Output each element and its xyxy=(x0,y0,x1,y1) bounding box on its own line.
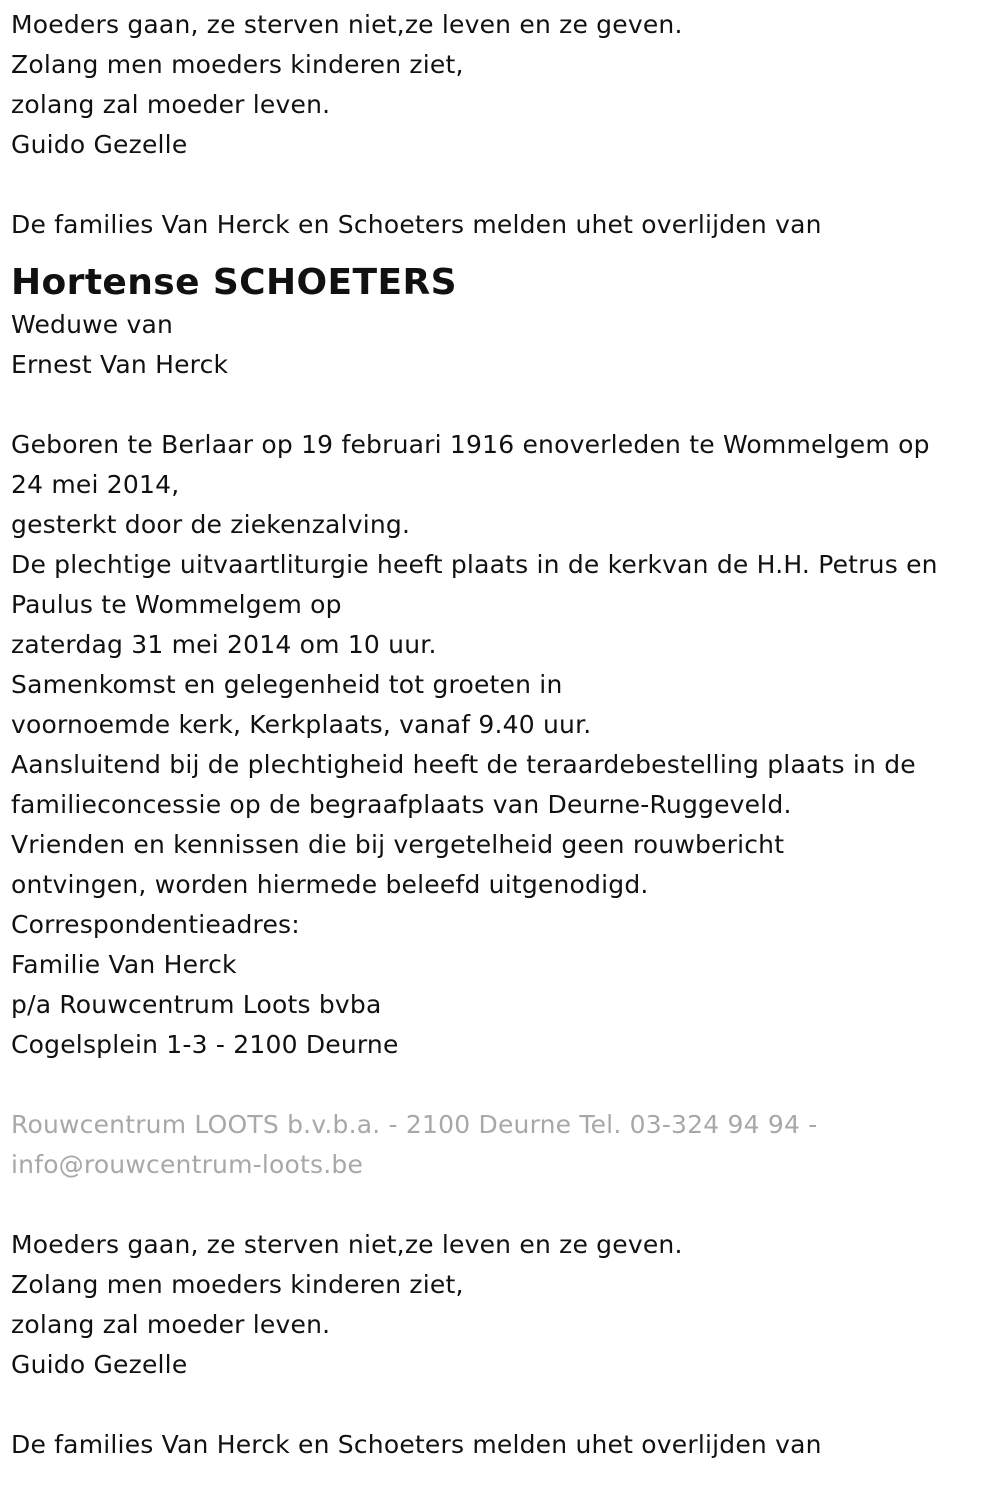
details-block xyxy=(11,425,1000,1065)
details-line: Geboren te Berlaar op 19 februari 1916 enoverleden te Wommelgem op xyxy=(11,430,930,459)
details-line: De plechtige uitvaartliturgie heeft plaats in de kerkvan de H.H. Petrus en xyxy=(11,550,938,579)
announcement-text: De families Van Herck en Schoeters melden uhet overlijden van xyxy=(11,210,822,239)
intro-poem xyxy=(11,5,1000,165)
funeral-home-footer xyxy=(11,1105,1000,1185)
poem-line: Zolang men moeders kinderen ziet, xyxy=(11,50,464,79)
spacer xyxy=(11,1185,1000,1225)
details-line: 24 mei 2014, xyxy=(11,470,180,499)
correspondence-address-line: Familie Van Herck xyxy=(11,950,237,979)
spacer xyxy=(11,385,1000,425)
deceased-name: Hortense SCHOETERS xyxy=(11,262,457,303)
spacer xyxy=(11,1385,1000,1425)
spacer xyxy=(11,1065,1000,1105)
correspondence-address-line: Cogelsplein 1-3 - 2100 Deurne xyxy=(11,1030,399,1059)
announcement-text: De families Van Herck en Schoeters melden uhet overlijden van xyxy=(11,1430,822,1459)
correspondence-label: Correspondentieadres: xyxy=(11,910,300,939)
poem-line: zolang zal moeder leven. xyxy=(11,1310,331,1339)
spacer xyxy=(11,165,1000,205)
details-line: zaterdag 31 mei 2014 om 10 uur. xyxy=(11,630,437,659)
poem-line: Zolang men moeders kinderen ziet, xyxy=(11,1270,464,1299)
poem-line: Moeders gaan, ze sterven niet,ze leven en ze geven. xyxy=(11,10,683,39)
repeat-poem xyxy=(11,1225,1000,1385)
details-line: gesterkt door de ziekenzalving. xyxy=(11,510,411,539)
footer-email: info@rouwcentrum-loots.be xyxy=(11,1150,364,1179)
footer-contact-line: Rouwcentrum LOOTS b.v.b.a. - 2100 Deurne Tel. 03-324 94 94 - xyxy=(11,1110,818,1139)
deceased-spouse: Ernest Van Herck xyxy=(11,350,229,379)
deceased-relation: Weduwe van xyxy=(11,310,174,339)
details-line: ontvingen, worden hiermede beleefd uitgenodigd. xyxy=(11,870,649,899)
poem-line: Moeders gaan, ze sterven niet,ze leven en ze geven. xyxy=(11,1230,683,1259)
poem-author: Guido Gezelle xyxy=(11,1350,188,1379)
details-line: Paulus te Wommelgem op xyxy=(11,590,342,619)
poem-line: zolang zal moeder leven. xyxy=(11,90,331,119)
correspondence-address-line: p/a Rouwcentrum Loots bvba xyxy=(11,990,382,1019)
details-line: voornoemde kerk, Kerkplaats, vanaf 9.40 uur. xyxy=(11,710,592,739)
details-line: familieconcessie op de begraafplaats van Deurne-Ruggeveld. xyxy=(11,790,792,819)
details-line: Samenkomst en gelegenheid tot groeten in xyxy=(11,670,563,699)
details-line: Vrienden en kennissen die bij vergetelheid geen rouwbericht xyxy=(11,830,785,859)
details-line: Aansluitend bij de plechtigheid heeft de teraardebestelling plaats in de xyxy=(11,750,916,779)
poem-author: Guido Gezelle xyxy=(11,130,188,159)
